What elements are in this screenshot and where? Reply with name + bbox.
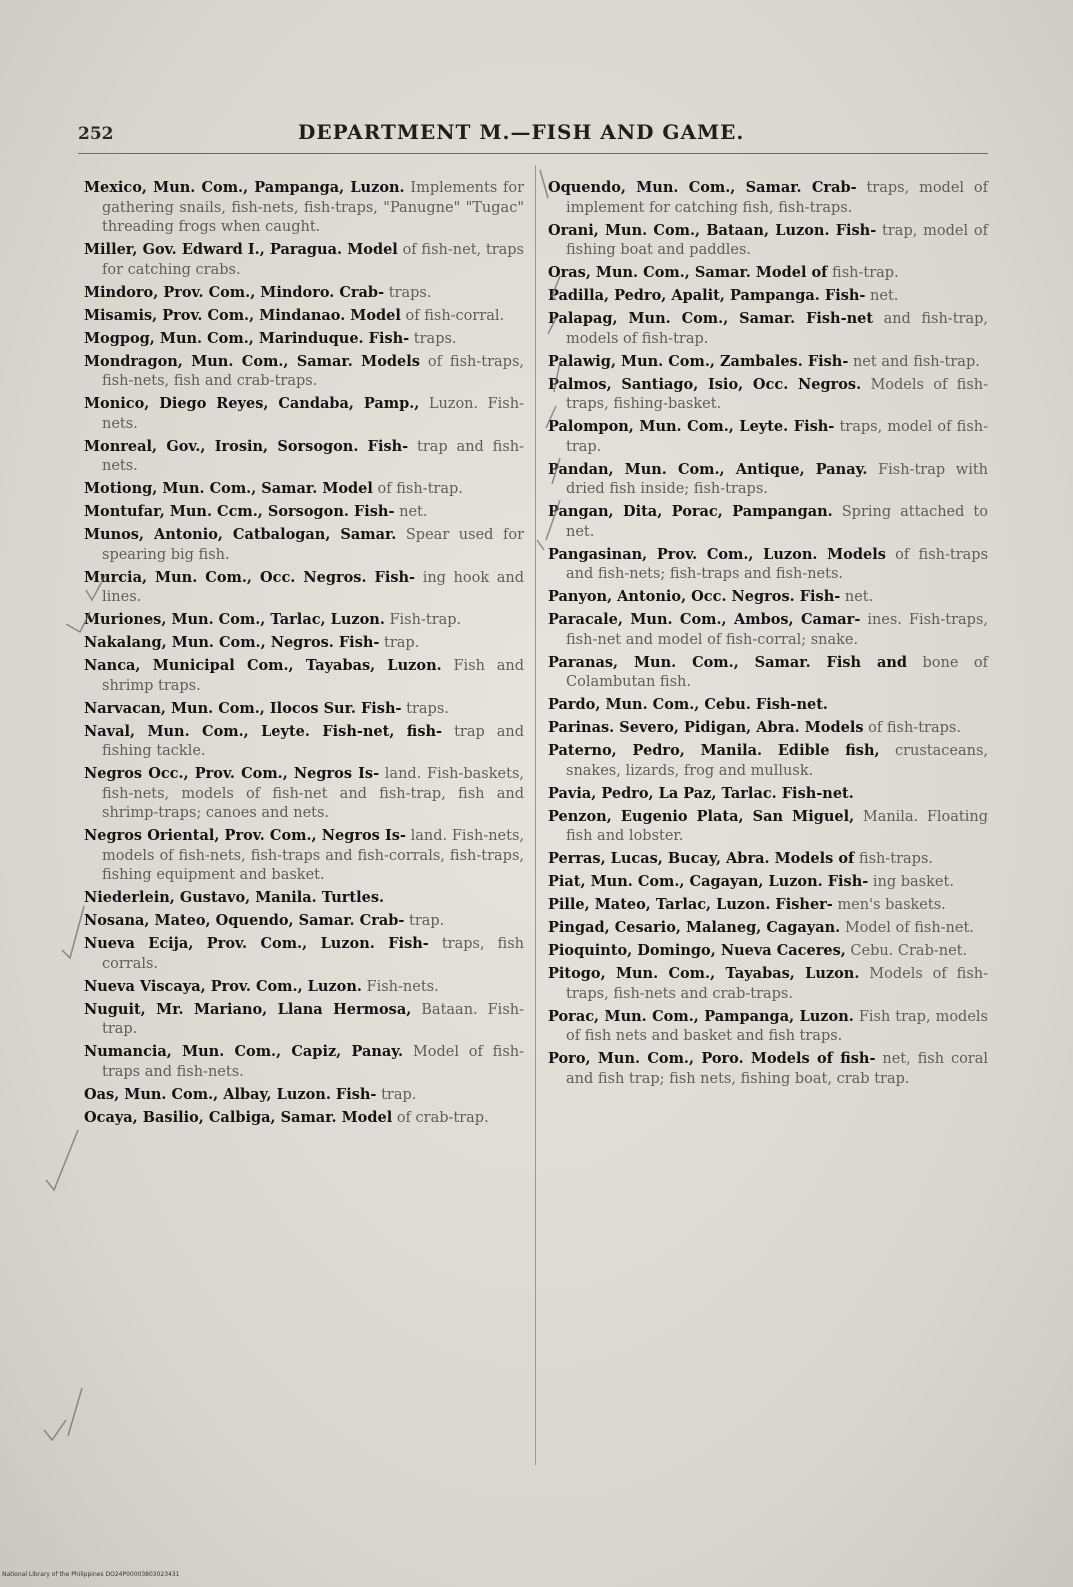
entry-description: Spear used for spearing big fish. [102, 527, 525, 563]
entry-description: traps. [413, 330, 457, 347]
entry-description: of fish-corral. [405, 307, 505, 324]
entry-description: crustaceans, snakes, lizards, frog and mullusk. [566, 743, 989, 779]
entry-name: Narvacan, Mun. Com., Ilocos Sur. Fish- [84, 699, 402, 717]
entry-name: Monico, Diego Reyes, Candaba, Pamp., [84, 395, 420, 412]
entry-name: Paracale, Mun. Com., Ambos, Camar- [548, 611, 861, 628]
entry-name: Pille, Mateo, Tarlac, Luzon. Fisher- [548, 896, 833, 913]
entry-name: Mogpog, Mun. Com., Marinduque. Fish- [84, 329, 410, 347]
entry-description: Luzon. Fish-nets. [102, 396, 524, 432]
entry-name: Penzon, Eugenio Plata, San Miguel, [548, 807, 855, 825]
entry-description: net, fish coral and fish trap; fish nets, fishing boat, crab trap. [566, 1051, 989, 1087]
entry-name: Nosana, Mateo, Oquendo, Samar. Crab- [84, 912, 405, 929]
entry-name: Mindoro, Prov. Com., Mindoro. Crab- [84, 283, 385, 301]
entry-description: Fish-trap. [389, 612, 462, 628]
entry-name: Pingad, Cesario, Malaneg, Cagayan. [548, 919, 841, 936]
entry-description: Models of fish-traps, fishing-basket. [566, 376, 989, 412]
entry-description: trap. [381, 1086, 417, 1103]
entry-name: Numancia, Mun. Com., Capiz, Panay. [84, 1043, 404, 1060]
entry-description: traps, fish corrals. [102, 936, 525, 972]
entry-description: Implements for gathering snails, fish-nets, fish-traps, "Panugne" "Tugac" threading frogs when caught. [102, 180, 525, 235]
entry-name: Pitogo, Mun. Com., Tayabas, Luzon. [548, 965, 860, 982]
entry-name: Padilla, Pedro, Apalit, Pampanga. Fish- [548, 287, 866, 304]
entry-name: Motiong, Mun. Com., Samar. Model [84, 480, 373, 497]
entry-description: trap. [409, 913, 445, 929]
entry-name: Monreal, Gov., Irosin, Sorsogon. Fish- [84, 437, 409, 455]
entry-description: ing basket. [872, 874, 954, 890]
entry-description: of fish-net, traps for catching crabs. [102, 242, 524, 278]
entry-name: Nueva Viscaya, Prov. Com., Luzon. [84, 977, 362, 995]
entry-name: Negros Oriental, Prov. Com., Negros Is- [84, 827, 406, 844]
entry-description: of fish-traps, fish-nets, fish and crab-traps. [102, 353, 524, 389]
entry-description: fish-traps. [858, 851, 933, 867]
entry-name: Paterno, Pedro, Manila. Edible fish, [548, 742, 880, 759]
entry-description: Model of fish-traps and fish-nets. [102, 1044, 525, 1080]
entry-description: trap and fishing tackle. [102, 723, 524, 759]
library-footer: National Library of the Philippines DO24P00003803023431 [2, 1571, 180, 1578]
entry-description: ines. Fish-traps, fish-net and model of fish-corral; snake. [566, 612, 988, 648]
entry-description: of fish-traps and fish-nets; fish-traps and fish-nets. [566, 546, 989, 582]
entry-name: Misamis, Prov. Com., Mindanao. Model [84, 306, 401, 324]
entry-name: Pavia, Pedro, La Paz, Tarlac. Fish-net. [548, 784, 854, 802]
entry-description: land. Fish-baskets, fish-nets, models of fish-net and fish-trap, fish and shrimp-traps; canoes and nets. [102, 766, 524, 821]
entry-description: traps, model of implement for catching fish, fish-traps. [566, 180, 988, 216]
entry-description: and fish-trap, models of fish-trap. [566, 311, 988, 347]
entry-description: bone of Colambutan fish. [566, 654, 989, 690]
entry-description: traps. [388, 284, 432, 301]
entry-description: net and fish-trap. [852, 353, 980, 370]
entry-name: Parinas. Severo, Pidigan, Abra. Models [548, 719, 864, 736]
entry-name: Pandan, Mun. Com., Antique, Panay. [548, 460, 868, 478]
page-number: 252 [78, 124, 114, 144]
entry-name: Montufar, Mun. Ccm., Sorsogon. Fish- [84, 503, 395, 520]
entry-name: Nakalang, Mun. Com., Negros. Fish- [84, 634, 380, 651]
entry-description: Model of fish-net. [844, 920, 974, 936]
entry-name: Naval, Mun. Com., Leyte. Fish-net, fish- [84, 722, 443, 740]
entry-description: traps. [406, 700, 449, 717]
running-title: DEPARTMENT M.—FISH AND GAME. [298, 120, 745, 144]
entry-description: of crab-trap. [396, 1109, 489, 1126]
entry-description: Manila. Floating fish and lobster. [566, 808, 989, 844]
entry-name: Paranas, Mun. Com., Samar. Fish and [548, 653, 908, 671]
entry-description: trap, model of fishing boat and paddles. [566, 222, 989, 258]
entry-name: Pioquinto, Domingo, Nueva Caceres, [548, 942, 846, 959]
entry-description: trap and fish-nets. [102, 438, 524, 474]
entry-name: Murcia, Mun. Com., Occ. Negros. Fish- [84, 568, 416, 586]
entry-name: Oas, Mun. Com., Albay, Luzon. Fish- [84, 1085, 377, 1103]
entry-name: Pangan, Dita, Porac, Pampangan. [548, 503, 833, 520]
entry-description: Fish trap, models of fish nets and basket and fish traps. [566, 1008, 988, 1044]
entry-name: Palmos, Santiago, Isio, Occ. Negros. [548, 375, 862, 393]
entry-description: Cebu. Crab-net. [850, 943, 968, 959]
entry-description: land. Fish-nets, models of fish-nets, fish-traps and fish-corrals, fish-traps, fishing equipment and basket. [102, 828, 525, 883]
entry-name: Palawig, Mun. Com., Zambales. Fish- [548, 352, 849, 370]
entry-description: net. [870, 288, 899, 304]
entry-name: Pangasinan, Prov. Com., Luzon. Models [548, 545, 886, 563]
entry-name: Orani, Mun. Com., Bataan, Luzon. Fish- [548, 221, 877, 239]
entry-description: traps, model of fish-trap. [566, 419, 988, 455]
entry-description: Fish-trap with dried fish inside; fish-traps. [566, 461, 988, 497]
entry-name: Nueva Ecija, Prov. Com., Luzon. Fish- [84, 935, 429, 952]
entry-description: net. [844, 589, 874, 605]
entry-description: trap. [384, 635, 420, 651]
entry-name: Negros Occ., Prov. Com., Negros Is- [84, 765, 380, 782]
entry-name: Panyon, Antonio, Occ. Negros. Fish- [548, 588, 841, 605]
entry-name: Mondragon, Mun. Com., Samar. Models [84, 352, 420, 370]
entry-name: Munos, Antonio, Catbalogan, Samar. [84, 526, 397, 543]
entry-name: Pardo, Mun. Com., Cebu. Fish-net. [548, 696, 828, 713]
entry-name: Mexico, Mun. Com., Pampanga, Luzon. [84, 179, 405, 196]
entry-description: Models of fish-traps, fish-nets and crab-traps. [566, 966, 989, 1002]
entry-name: Poro, Mun. Com., Poro. Models of fish- [548, 1050, 876, 1067]
entry-description: net. [399, 504, 428, 520]
entry-name: Oquendo, Mun. Com., Samar. Crab- [548, 179, 857, 196]
entry-name: Palapag, Mun. Com., Samar. Fish-net [548, 310, 874, 327]
entry-name: Perras, Lucas, Bucay, Abra. Models of [548, 850, 855, 867]
entry-description: fish-trap. [832, 265, 899, 281]
entry-description: of fish-traps. [868, 720, 961, 736]
entry-name: Oras, Mun. Com., Samar. Model of [548, 264, 828, 281]
entry-name: Palompon, Mun. Com., Leyte. Fish- [548, 418, 835, 435]
entry-name: Miller, Gov. Edward I., Paragua. Model [84, 241, 398, 258]
entry-name: Niederlein, Gustavo, Manila. Turtles. [84, 889, 385, 906]
entry-name: Porac, Mun. Com., Pampanga, Luzon. [548, 1007, 854, 1025]
entry-description: ing hook and lines. [102, 569, 525, 605]
entry-description: men's baskets. [837, 897, 946, 913]
entry-description: Bataan. Fish-trap. [102, 1001, 525, 1037]
entry-description: Fish and shrimp traps. [102, 658, 524, 694]
entry-description: Fish-nets. [366, 978, 439, 995]
entry-name: Muriones, Mun. Com., Tarlac, Luzon. [84, 611, 385, 628]
entry-name: Nanca, Municipal Com., Tayabas, Luzon. [84, 657, 442, 674]
entry-name: Nuguit, Mr. Mariano, Llana Hermosa, [84, 1000, 412, 1018]
entry-description: of fish-trap. [377, 481, 463, 497]
entry-description: Spring attached to net. [566, 504, 988, 540]
entry-name: Ocaya, Basilio, Calbiga, Samar. Model [84, 1108, 393, 1126]
entry-name: Piat, Mun. Com., Cagayan, Luzon. Fish- [548, 873, 869, 890]
